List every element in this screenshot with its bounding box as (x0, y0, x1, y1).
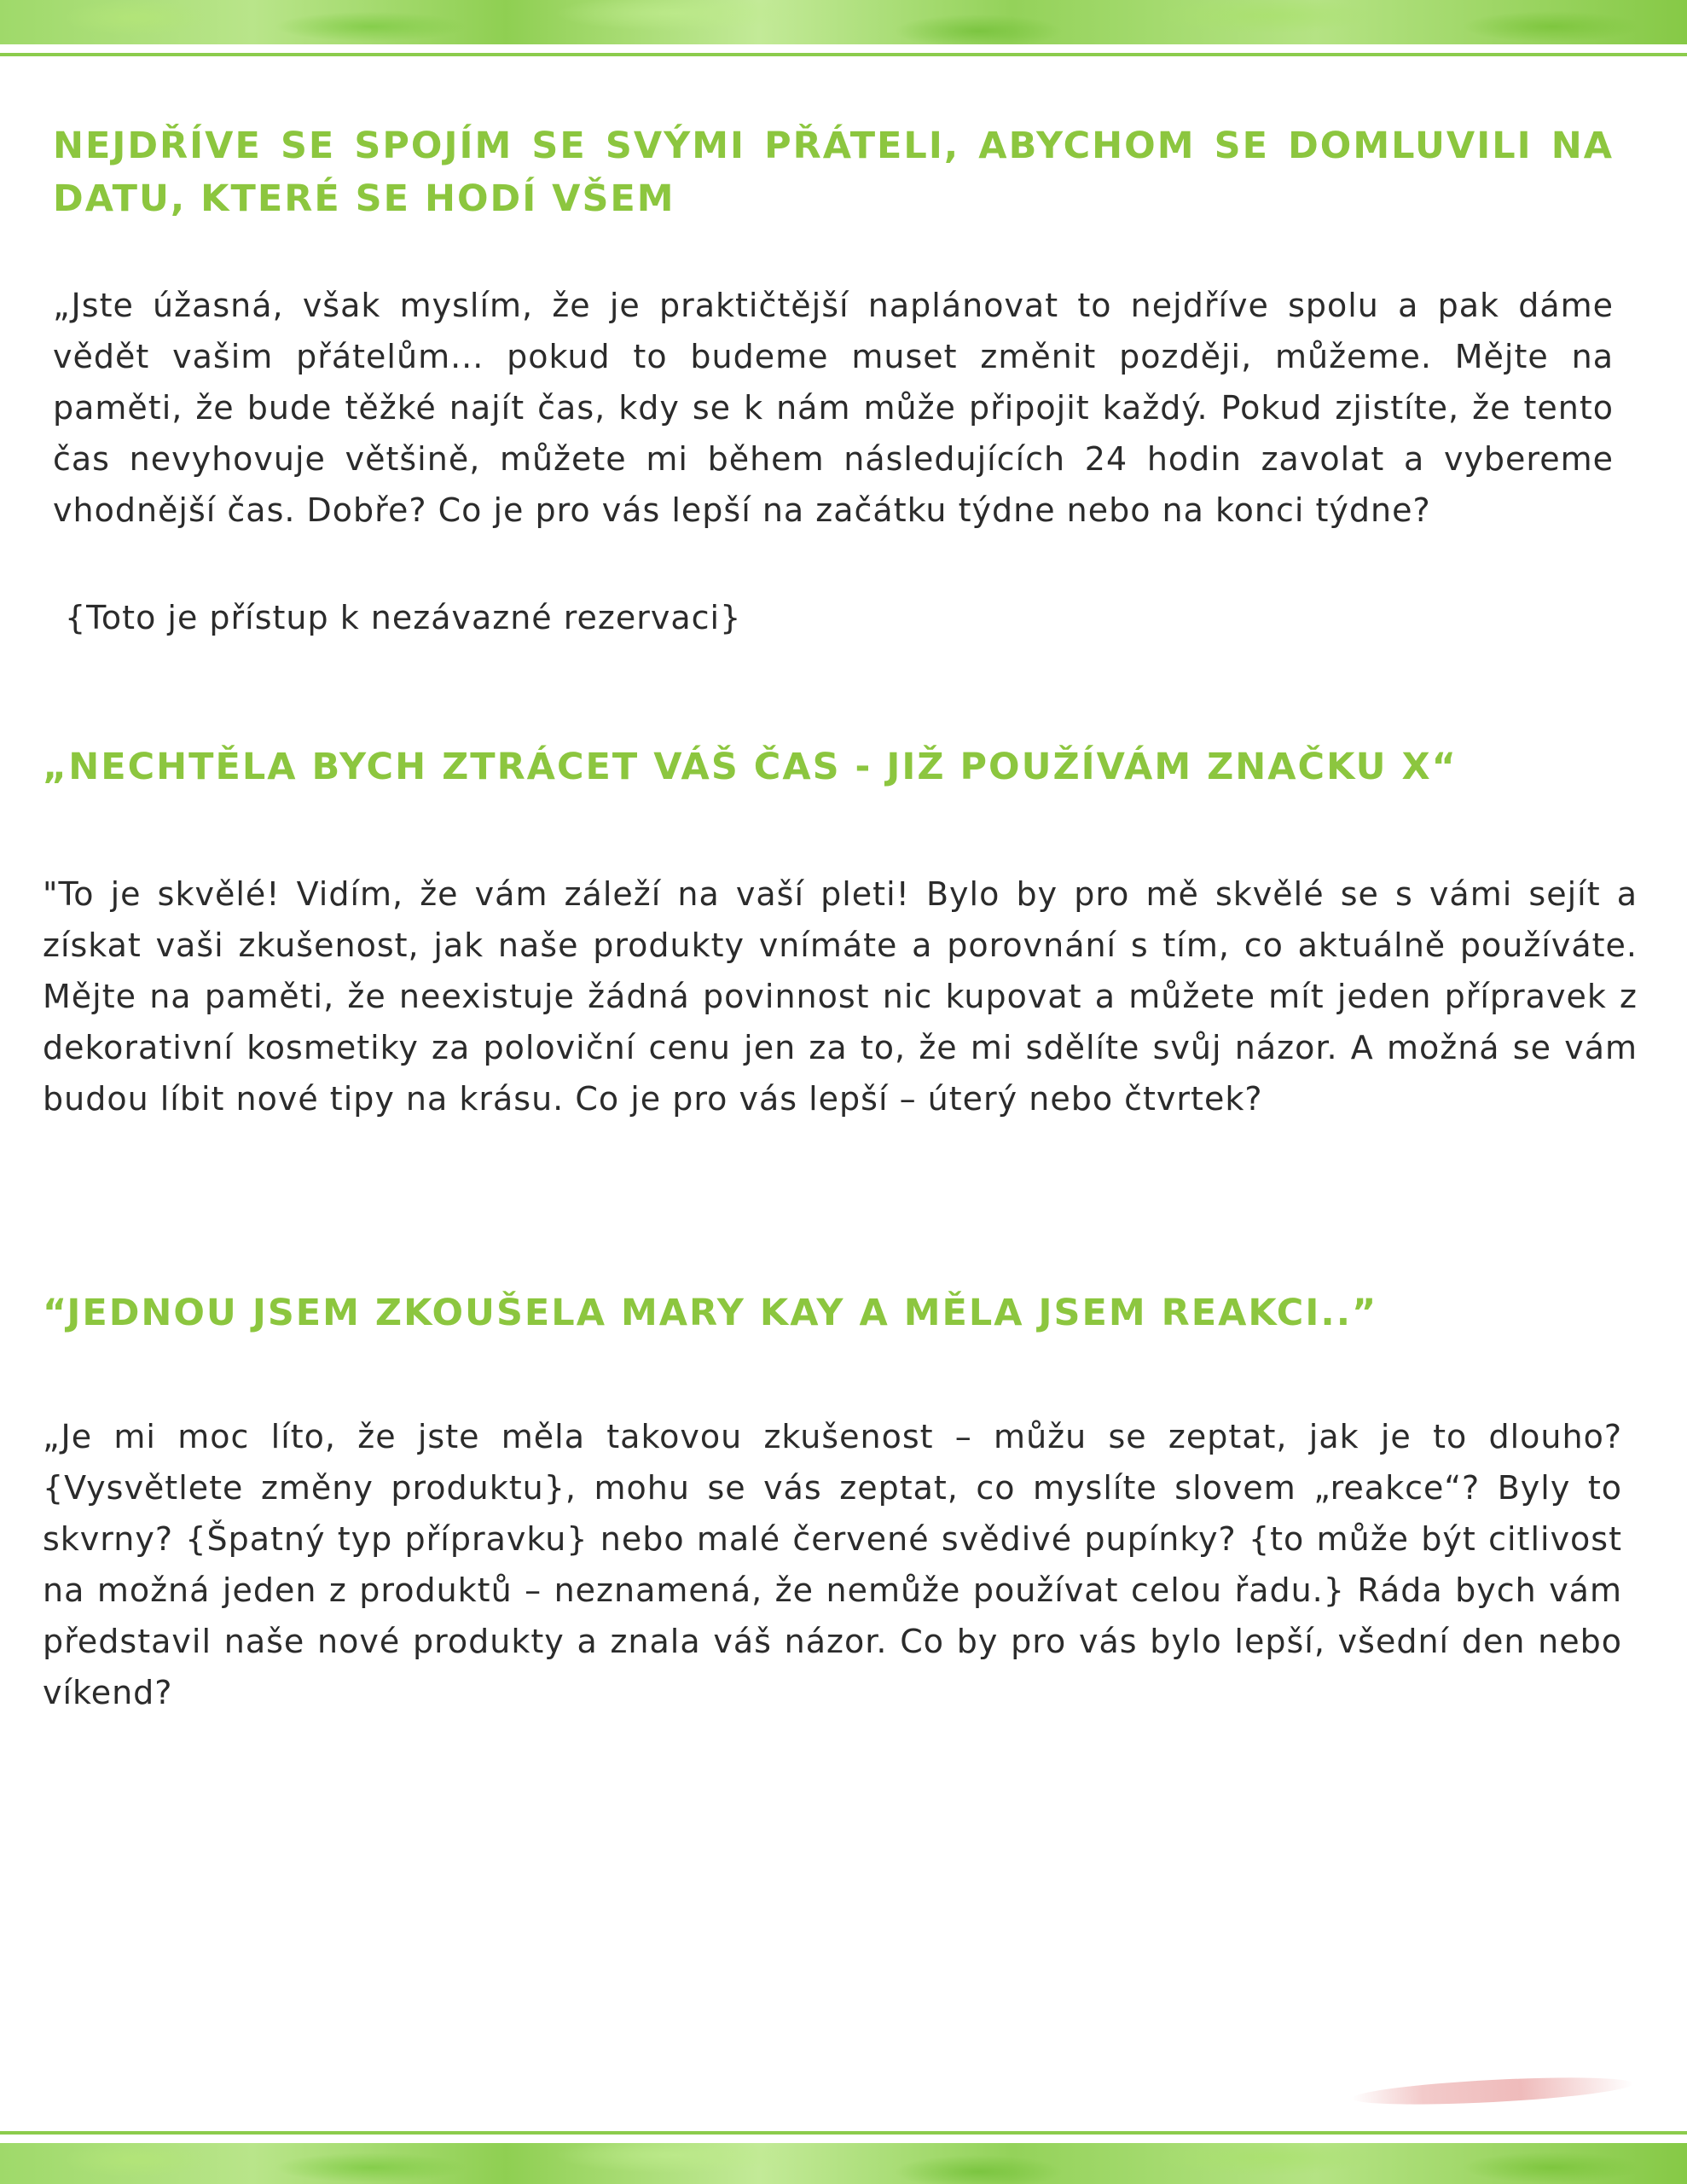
top-divider (0, 53, 1687, 56)
section-1-note: {Toto je přístup k nezávazné rezervaci} (65, 599, 742, 636)
section-3-body: „Je mi moc líto, že jste měla takovou zkušenost – můžu se zeptat, jak je to dlouho? {Vysvětlete změny produktu}, mohu se vás zeptat, co myslíte slovem „reakce“? Byly to skvrny? {Špatný typ přípravku} nebo malé červené svědivé pupínky? {to může být citlivost na možná jeden z produktů – neznamená, že nemůže používat celou řadu.} Ráda bych vám představil naše nové produkty a znala váš názor. Co by pro vás bylo lepší, všední den nebo víkend? (43, 1418, 1622, 1711)
top-decorative-band (0, 0, 1687, 44)
decorative-smear (1352, 2072, 1634, 2109)
section-2-heading: „NECHTĚLA BYCH ZTRÁCET VÁŠ ČAS - JIŽ POUŽÍVÁM ZNAČKU X“ (43, 746, 1458, 788)
section-3-heading: “JEDNOU JSEM ZKOUŠELA MARY KAY A MĚLA JSEM REAKCI..” (43, 1292, 1378, 1334)
section-1-body: „Jste úžasná, však myslím, že je praktičtější naplánovat to nejdříve spolu a pak dáme vědět vašim přátelům... pokud to budeme muset změnit později, můžeme. Mějte na paměti, že bude těžké najít čas, kdy se k nám může připojit každý. Pokud zjistíte, že tento čas nevyhovuje většině, můžete mi během následujících 24 hodin zavolat a vybereme vhodnější čas. Dobře? Co je pro vás lepší na začátku týdne nebo na konci týdne? (53, 287, 1614, 529)
bottom-divider (0, 2131, 1687, 2135)
section-1-heading: NEJDŘÍVE SE SPOJÍM SE SVÝMI PŘÁTELI, ABYCHOM SE DOMLUVILI NA DATU, KTERÉ SE HODÍ VŠEM (53, 125, 1614, 220)
section-2-body: "To je skvělé! Vidím, že vám záleží na vaší pleti! Bylo by pro mě skvělé se s vámi sejít a získat vaši zkušenost, jak naše produkty vnímáte a porovnání s tím, co aktuálně používáte. Mějte na paměti, že neexistuje žádná povinnost nic kupovat a můžete mít jeden přípravek z dekorativní kosmetiky za poloviční cenu jen za to, že mi sdělíte svůj názor. A možná se vám budou líbit nové tipy na krásu. Co je pro vás lepší – úterý nebo čtvrtek? (43, 875, 1638, 1118)
bottom-decorative-band (0, 2143, 1687, 2184)
